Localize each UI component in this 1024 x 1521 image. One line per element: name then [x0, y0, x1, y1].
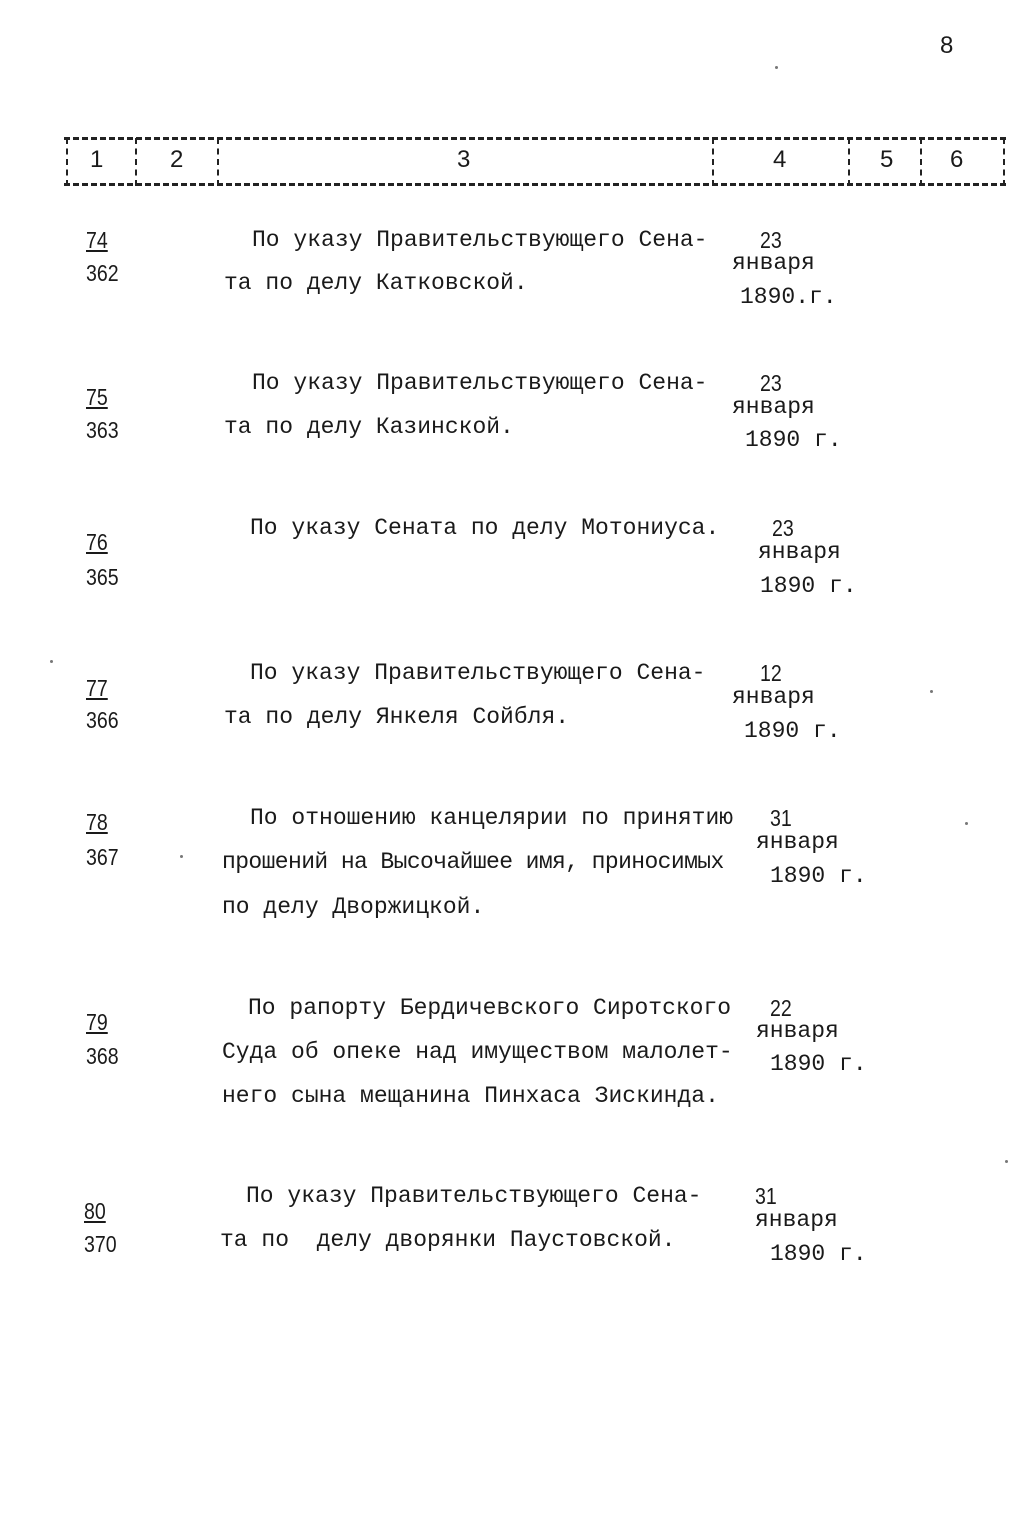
date-day: 31 [770, 805, 792, 831]
sheet-number: 365 [86, 564, 119, 590]
entry-text-line: По отношению канцелярии по принятию [250, 805, 734, 831]
scan-speck [1005, 1160, 1008, 1163]
sheet-number: 366 [86, 707, 119, 733]
entry-number: 74 [86, 227, 108, 253]
column-header-3: 3 [457, 146, 471, 173]
date-day: 23 [772, 515, 794, 541]
scan-speck [180, 855, 183, 858]
date-day: 22 [770, 995, 792, 1021]
date-year: 1890 г. [770, 1241, 867, 1267]
date-year: 1890 г. [745, 427, 842, 453]
date-day: 23 [760, 227, 782, 253]
sheet-number: 368 [86, 1043, 119, 1069]
column-divider [135, 138, 137, 186]
column-header-5: 5 [880, 146, 894, 173]
entry-number: 79 [86, 1009, 108, 1035]
date-year: 1890 г. [770, 863, 867, 889]
column-divider [920, 138, 922, 186]
date-month: января [756, 829, 839, 855]
column-header-4: 4 [773, 146, 787, 173]
entry-number: 78 [86, 809, 108, 835]
sheet-number: 370 [84, 1231, 117, 1257]
entry-number: 77 [86, 675, 108, 701]
date-day: 31 [755, 1183, 777, 1209]
column-header-6: 6 [950, 146, 964, 173]
date-month: января [758, 539, 841, 565]
entry-text-line: По указу Сената по делу Мотониуса. [250, 515, 720, 541]
header-top-rule [64, 137, 1006, 140]
entry-text-line: та по делу Казинской. [224, 414, 514, 440]
entry-text-line: та по делу Янкеля Сойбля. [224, 704, 570, 730]
entry-text-line: него сына мещанина Пинхаса Зискинда. [222, 1083, 719, 1109]
entry-text-line: прошений на Высочайшее имя, приносимых [222, 849, 724, 875]
date-year: 1890 г. [760, 573, 857, 599]
date-day: 23 [760, 370, 782, 396]
column-divider [217, 138, 219, 186]
entry-number: 75 [86, 384, 108, 410]
date-year: 1890 г. [744, 718, 841, 744]
date-month: января [732, 684, 815, 710]
column-header-2: 2 [170, 146, 184, 173]
scan-speck [775, 66, 778, 69]
date-month: января [732, 394, 815, 420]
column-header-1: 1 [90, 146, 104, 173]
entry-text-line: по делу Дворжицкой. [222, 894, 485, 920]
column-divider [66, 138, 68, 186]
entry-text-line: По указу Правительствующего Сена- [246, 1183, 702, 1209]
scan-speck [50, 660, 53, 663]
date-year: 1890.г. [740, 284, 837, 310]
entry-text-line: Суда об опеке над имуществом малолет- [222, 1039, 733, 1065]
scan-speck [965, 822, 968, 825]
entry-text-line: По рапорту Бердичевского Сиротского [248, 995, 732, 1021]
entry-text-line: та по делу дворянки Паустовской. [220, 1227, 676, 1253]
entry-text-line: По указу Правительствующего Сена- [250, 660, 706, 686]
date-month: января [755, 1207, 838, 1233]
column-divider [848, 138, 850, 186]
entry-text-line: та по делу Катковской. [224, 270, 528, 296]
date-month: января [732, 250, 815, 276]
entry-number: 80 [84, 1198, 106, 1224]
entry-text-line: По указу Правительствующего Сена- [252, 227, 708, 253]
page-number: 8 [940, 32, 954, 59]
sheet-number: 363 [86, 417, 119, 443]
date-month: января [756, 1018, 839, 1044]
entry-number: 76 [86, 529, 108, 555]
scan-speck [930, 690, 933, 693]
header-bottom-rule [64, 183, 1006, 186]
sheet-number: 362 [86, 260, 119, 286]
date-year: 1890 г. [770, 1051, 867, 1077]
date-day: 12 [760, 660, 782, 686]
column-divider [712, 138, 714, 186]
entry-text-line: По указу Правительствующего Сена- [252, 370, 708, 396]
sheet-number: 367 [86, 844, 119, 870]
column-divider [1003, 138, 1005, 186]
